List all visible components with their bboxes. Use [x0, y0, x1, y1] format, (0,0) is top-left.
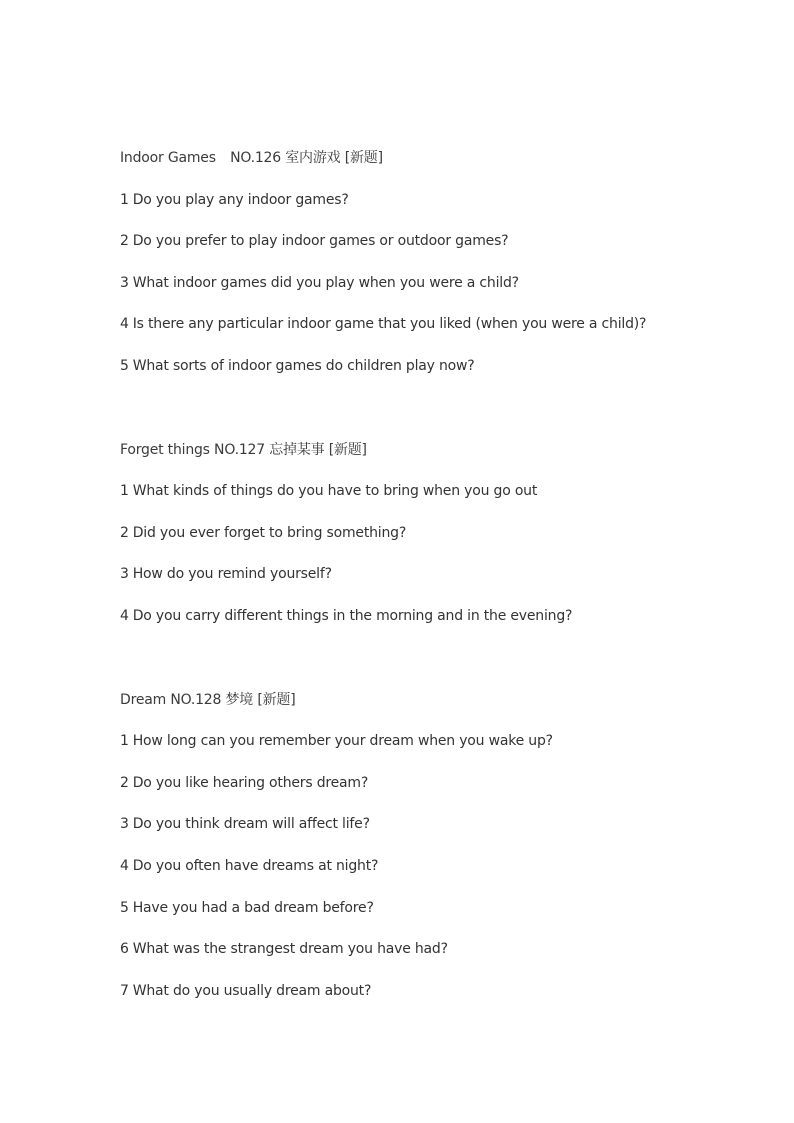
question-text: Do you often have dreams at night?	[132, 857, 379, 874]
question-line	[120, 348, 760, 390]
question-number: 3	[120, 566, 129, 583]
question-text: What was the strangest dream you have had?	[132, 941, 448, 958]
topic-title	[120, 140, 760, 182]
topic-tag: [新题]	[328, 441, 367, 458]
question-line	[120, 223, 760, 265]
topic-tag: [新题]	[257, 691, 296, 708]
topic-title	[120, 432, 760, 474]
question-text: Is there any particular indoor game that you liked (when you were a child)?	[132, 316, 647, 333]
question-line	[120, 265, 760, 307]
question-number: 3	[120, 816, 129, 833]
question-number: 2	[120, 774, 129, 791]
topic-forget-things	[120, 432, 760, 640]
question-number: 4	[120, 607, 129, 624]
question-line	[120, 848, 760, 890]
question-number: 1	[120, 191, 129, 208]
question-line	[120, 473, 760, 515]
topic-dream	[120, 682, 760, 1015]
question-number: 2	[120, 524, 129, 541]
question-text: Have you had a bad dream before?	[132, 899, 374, 916]
question-text: How do you remind yourself?	[132, 566, 332, 583]
question-number: 7	[120, 982, 129, 999]
question-number: 5	[120, 357, 129, 374]
question-line	[120, 556, 760, 598]
question-line	[120, 765, 760, 807]
question-text: What do you usually dream about?	[132, 982, 372, 999]
question-line	[120, 723, 760, 765]
question-number: 6	[120, 941, 129, 958]
topic-number: NO.127	[214, 441, 265, 458]
question-number: 2	[120, 233, 129, 250]
question-text: What sorts of indoor games do children play now?	[132, 357, 475, 374]
question-number: 1	[120, 483, 129, 500]
question-text: What indoor games did you play when you were a child?	[132, 274, 519, 291]
question-text: Do you think dream will affect life?	[132, 816, 370, 833]
question-line	[120, 182, 760, 224]
question-text: How long can you remember your dream when you wake up?	[132, 733, 553, 750]
topic-title-en: Dream	[120, 691, 167, 708]
question-line	[120, 973, 760, 1015]
question-text: Do you prefer to play indoor games or outdoor games?	[132, 233, 509, 250]
topic-number: NO.126	[230, 150, 281, 166]
topic-title-cn: 梦境	[225, 691, 254, 708]
question-line	[120, 598, 760, 640]
topic-title	[120, 682, 760, 724]
question-text: Do you like hearing others dream?	[132, 774, 369, 791]
topic-title-cn: 室内游戏	[285, 150, 341, 166]
topic-title-en: Forget things	[120, 441, 210, 458]
question-number: 1	[120, 733, 129, 750]
topic-title-cn: 忘掉某事	[269, 441, 325, 458]
topic-indoor-games	[120, 140, 760, 390]
question-line	[120, 931, 760, 973]
question-line	[120, 515, 760, 557]
question-number: 4	[120, 857, 129, 874]
question-line	[120, 890, 760, 932]
question-line	[120, 306, 760, 348]
document-page	[120, 140, 760, 1014]
topic-tag: [新题]	[344, 150, 383, 166]
question-number: 3	[120, 274, 129, 291]
question-text: Did you ever forget to bring something?	[132, 524, 407, 541]
question-text: Do you carry different things in the morning and in the evening?	[132, 607, 573, 624]
question-text: Do you play any indoor games?	[132, 191, 349, 208]
question-text: What kinds of things do you have to bring when you go out	[132, 483, 538, 500]
question-number: 4	[120, 316, 129, 333]
question-number: 5	[120, 899, 129, 916]
question-line	[120, 806, 760, 848]
topic-title-en: Indoor Games	[120, 150, 216, 166]
topic-number: NO.128	[170, 691, 222, 708]
